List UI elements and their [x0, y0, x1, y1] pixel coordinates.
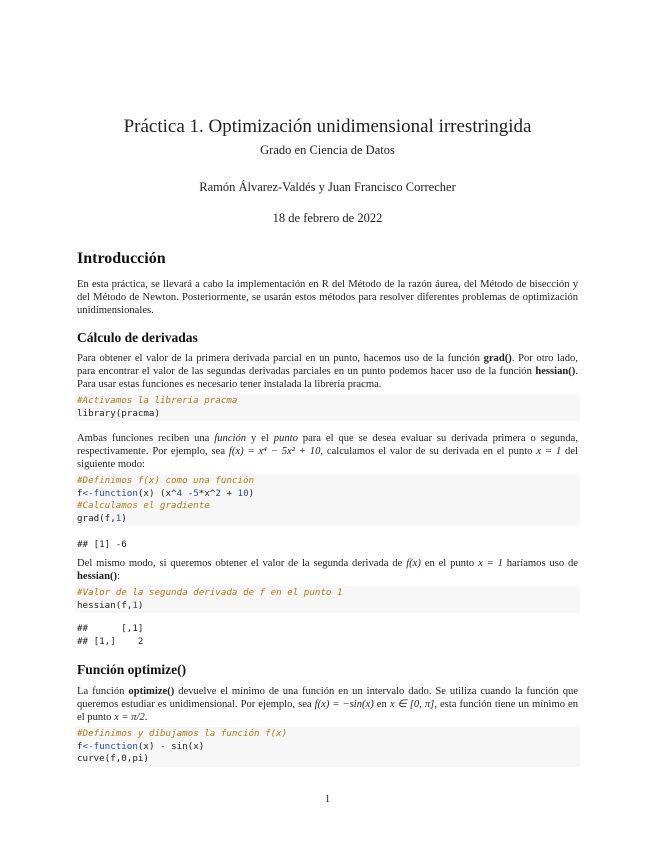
subsection-heading-derivadas: Cálculo de derivadas [77, 330, 198, 345]
code-block-hessian [75, 586, 580, 613]
code-number: 10 [237, 487, 249, 499]
code-token: f [77, 487, 83, 499]
math-formula: f(x) = x⁴ − 5x² + 10 [228, 446, 321, 457]
derivadas-paragraph [77, 352, 578, 391]
output-grad: ## [1] -6 [77, 539, 127, 550]
text-span: del siguiente modo: [77, 446, 579, 470]
code-comment: #Valor de la segunda derivada de f en el punto 1 [77, 587, 343, 598]
math-point: x = 1 [478, 558, 503, 569]
code-comment: #Activamos la librería pracma [77, 395, 238, 406]
text-span: La función [77, 686, 129, 697]
code-block-pracma [75, 394, 580, 421]
text-span: en [373, 699, 390, 710]
text-span: Para obtener el valor de la primera derivada parcial en un punto, hacemos uso de la función [77, 353, 484, 364]
code-line: library(pracma) [77, 407, 160, 419]
code-token: *x^ [198, 487, 216, 499]
hessian-paragraph [77, 557, 578, 583]
code-token: + [220, 487, 238, 499]
code-line: curve(f,0,pi) [77, 753, 149, 764]
output-line: ## [,1] [77, 623, 144, 634]
code-number: 1 [132, 599, 138, 611]
code-number: 1 [115, 512, 122, 524]
document-date: 18 de febrero de 2022 [272, 211, 383, 225]
code-token: (x) - sin(x) [137, 740, 205, 752]
code-token: ) [248, 487, 255, 499]
document-authors: Ramón Álvarez-Valdés y Juan Francisco Correcher [199, 180, 456, 194]
function-name-optimize: optimize() [128, 686, 175, 697]
emphasis-punto: punto [273, 433, 298, 444]
code-keyword: <-function [82, 487, 138, 499]
output-line: ## [1,] 2 [77, 635, 144, 647]
document-title: Práctica 1. Optimización unidimensional irrestringida [123, 116, 532, 137]
text-span: Ambas funciones reciben una [77, 433, 215, 444]
code-token: (x) (x^ [137, 487, 177, 499]
page-number: 1 [324, 793, 331, 805]
text-span: Del mismo modo, si queremos obtener el valor de la segunda derivada de [77, 558, 407, 569]
subsection-heading-optimize: Función optimize() [77, 662, 187, 677]
code-number: 5 [193, 487, 199, 499]
optimize-paragraph [77, 685, 578, 724]
text-span: . [144, 712, 148, 723]
text-span: . Por otro lado, para encontrar el valor de las segundas derivadas parciales en un punto podemos hacer uso de la función [77, 353, 578, 377]
code-keyword: <-function [82, 740, 138, 752]
text-span: en el punto [420, 558, 479, 569]
code-block-grad [75, 474, 580, 526]
document-subtitle: Grado en Ciencia de Datos [260, 143, 395, 157]
code-token: ) [121, 512, 127, 524]
code-token: hessian(f, [77, 599, 133, 611]
code-token: f [77, 740, 83, 752]
code-token: ) [137, 599, 144, 611]
function-name-grad: grad() [483, 353, 512, 364]
function-name-hessian: hessian() [535, 366, 576, 377]
code-number: 2 [215, 487, 221, 499]
code-block-curve [75, 727, 580, 767]
text-span: . Para usar estas funciones es necesario tener instalada la librería pracma. [77, 366, 578, 390]
code-comment: #Definimos y dibujamos la función f(x) [77, 728, 288, 739]
code-token: grad(f, [77, 512, 116, 524]
math-point: x = π/2 [114, 712, 145, 723]
text-span: y el [246, 433, 274, 444]
code-number: 4 [176, 487, 183, 499]
math-formula: f(x) [406, 558, 421, 569]
math-interval: x ∈ [0, π] [389, 699, 435, 710]
text-span: , esta función tiene un mínimo en el punto [77, 699, 579, 723]
intro-paragraph: En esta práctica, se llevará a cabo la implementación en R del Método de la razón áurea, del Método de bisección y del Método de Newton. Posteriormente, se usarán estos métodos para resolver diferentes problemas de optimización unidimensionales. [77, 279, 578, 316]
code-token: - [182, 487, 194, 499]
output-hessian [77, 623, 143, 648]
math-formula: f(x) = −sin(x) [314, 699, 374, 710]
ambas-paragraph [77, 432, 578, 471]
math-point: x = 1 [536, 446, 562, 457]
text-span: : [117, 571, 120, 582]
function-name-hessian: hessian() [77, 571, 118, 582]
code-comment: #Calculamos el gradiente [77, 500, 210, 511]
section-heading-introduccion: Introducción [77, 250, 166, 267]
text-span: , calculamos el valor de su derivada en el punto [320, 446, 537, 457]
text-span: haríamos uso de [502, 558, 578, 569]
text-span: para el que se desea evaluar su derivada primera o segunda, respectivamente. Por ejemplo, sea [77, 433, 579, 457]
emphasis-funcion: función [214, 433, 247, 444]
text-span: devuelve el mínimo de una función en un intervalo dado. Se utiliza cuando la función que queremos estudiar es unidimensional. Por ejemplo, sea [77, 686, 578, 710]
code-comment: #Definimos f(x) como una función [77, 475, 255, 486]
